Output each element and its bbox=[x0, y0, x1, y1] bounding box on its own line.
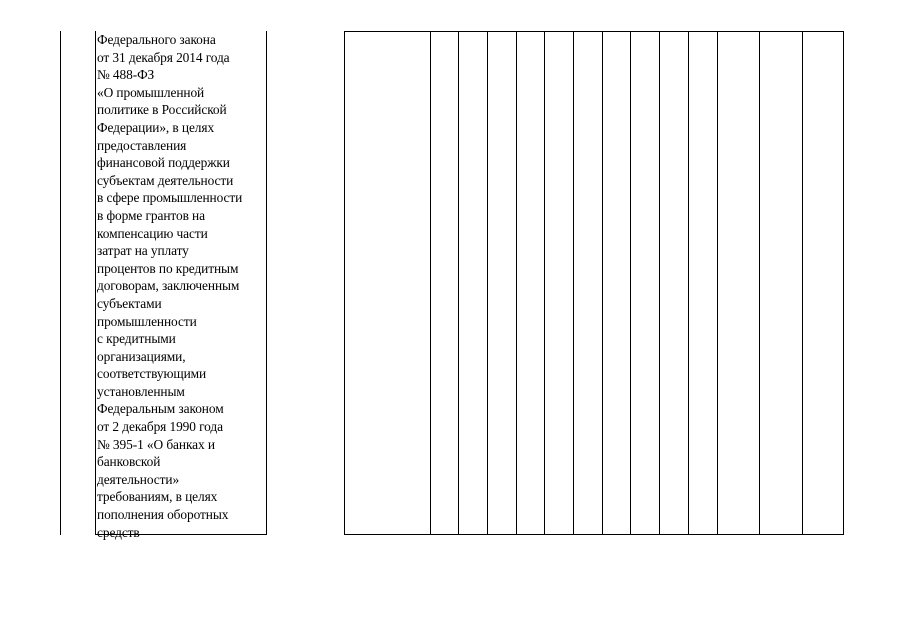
left-table-fragment bbox=[60, 31, 267, 540]
grid-column-line bbox=[516, 32, 517, 534]
table-column-divider bbox=[95, 31, 96, 535]
grid-column-line bbox=[630, 32, 631, 534]
grid-column-line bbox=[573, 32, 574, 534]
grid-column-line bbox=[717, 32, 718, 534]
grid-column-line bbox=[659, 32, 660, 534]
grid-column-line bbox=[487, 32, 488, 534]
grid-column-line bbox=[602, 32, 603, 534]
row-description-text: Федерального закона от 31 декабря 2014 года № 488-ФЗ «О промышленной политике в Российской Федерации», в целях предоставления финансовой поддержки субъектам деятельности в сфере промышленности в форме грантов на компенсацию части затрат на уплату процентов по кредитным договорам, заключенным субъектами промышленности с кредитными организациями, соответствующими установленным Федеральным законом от 2 декабря 1990 года № 395-1 «О банках и банковской деятельности» требованиям, в целях пополнения оборотных средств bbox=[97, 32, 243, 540]
grid-column-line bbox=[544, 32, 545, 534]
empty-data-grid bbox=[344, 31, 844, 535]
table-border-left bbox=[60, 31, 61, 535]
grid-column-line bbox=[458, 32, 459, 534]
grid-column-line bbox=[802, 32, 803, 534]
grid-column-line bbox=[430, 32, 431, 534]
grid-column-line bbox=[759, 32, 760, 534]
grid-column-line bbox=[688, 32, 689, 534]
